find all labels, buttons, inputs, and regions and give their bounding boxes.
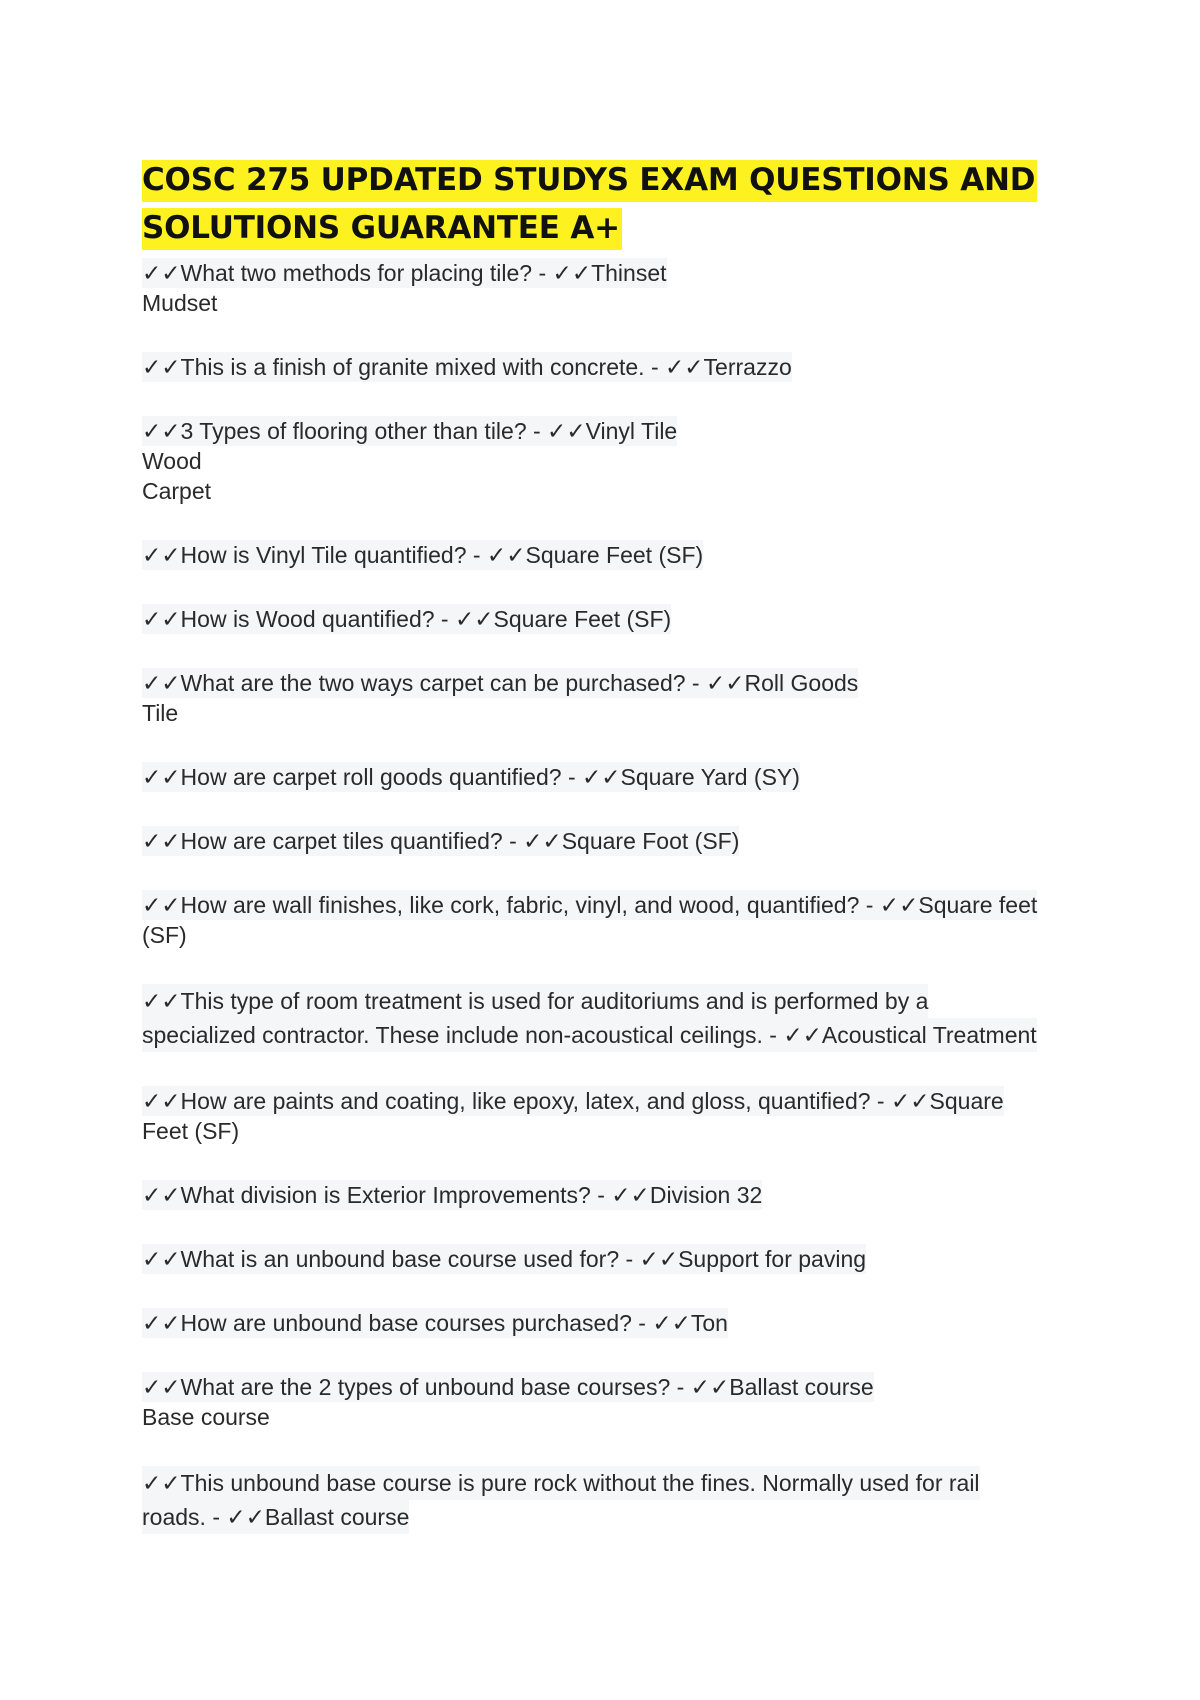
qa-item-7 bbox=[142, 762, 1072, 792]
qa-line: Feet (SF) bbox=[142, 1118, 240, 1144]
qa-line: ✓✓This type of room treatment is used for auditoriums and is performed by a bbox=[142, 984, 928, 1018]
qa-line: ✓✓How are unbound base courses purchased? - ✓✓Ton bbox=[142, 1310, 728, 1336]
qa-item-5 bbox=[142, 604, 1072, 634]
title-line-1: COSC 275 UPDATED STUDYS EXAM QUESTIONS AND bbox=[142, 160, 1037, 202]
qa-line: ✓✓This is a finish of granite mixed with concrete. - ✓✓Terrazzo bbox=[142, 354, 792, 380]
qa-line: ✓✓How is Vinyl Tile quantified? - ✓✓Square Feet (SF) bbox=[142, 542, 704, 568]
qa-line: ✓✓3 Types of flooring other than tile? - ✓✓Vinyl Tile bbox=[142, 418, 678, 444]
qa-line: ✓✓What is an unbound base course used for? - ✓✓Support for paving bbox=[142, 1246, 867, 1272]
qa-line: Carpet bbox=[142, 478, 212, 504]
qa-item-16 bbox=[142, 1466, 1072, 1534]
qa-line: ✓✓How are carpet roll goods quantified? - ✓✓Square Yard (SY) bbox=[142, 764, 800, 790]
qa-item-3 bbox=[142, 416, 1072, 506]
qa-line: ✓✓This unbound base course is pure rock without the fines. Normally used for rail bbox=[142, 1466, 980, 1500]
qa-item-15 bbox=[142, 1372, 1072, 1432]
qa-line: ✓✓How are paints and coating, like epoxy, latex, and gloss, quantified? - ✓✓Square bbox=[142, 1088, 1004, 1114]
qa-item-6 bbox=[142, 668, 1072, 728]
qa-line: ✓✓How are wall finishes, like cork, fabric, vinyl, and wood, quantified? - ✓✓Square feet bbox=[142, 892, 1038, 918]
qa-line: Mudset bbox=[142, 290, 218, 316]
qa-item-13 bbox=[142, 1244, 1072, 1274]
qa-item-4 bbox=[142, 540, 1072, 570]
qa-line: ✓✓What two methods for placing tile? - ✓✓Thinset bbox=[142, 260, 667, 286]
qa-item-2 bbox=[142, 352, 1072, 382]
qa-item-9 bbox=[142, 890, 1072, 950]
qa-line: specialized contractor. These include non-acoustical ceilings. - ✓✓Acoustical Treatment bbox=[142, 1018, 1037, 1052]
qa-item-12 bbox=[142, 1180, 1072, 1210]
qa-line: Base course bbox=[142, 1404, 270, 1430]
title-line-2: SOLUTIONS GUARANTEE A+ bbox=[142, 208, 622, 250]
qa-item-8 bbox=[142, 826, 1072, 856]
qa-item-1 bbox=[142, 258, 1072, 318]
qa-item-10 bbox=[142, 984, 1072, 1052]
qa-line: ✓✓What are the two ways carpet can be purchased? - ✓✓Roll Goods bbox=[142, 670, 859, 696]
qa-line: Tile bbox=[142, 700, 179, 726]
qa-line: ✓✓How is Wood quantified? - ✓✓Square Feet (SF) bbox=[142, 606, 672, 632]
qa-line: ✓✓What division is Exterior Improvements? - ✓✓Division 32 bbox=[142, 1182, 763, 1208]
qa-item-11 bbox=[142, 1086, 1072, 1146]
qa-line: Wood bbox=[142, 448, 202, 474]
document-page bbox=[142, 156, 1072, 1568]
qa-item-14 bbox=[142, 1308, 1072, 1338]
document-title bbox=[142, 156, 1072, 252]
qa-line: (SF) bbox=[142, 922, 187, 948]
qa-line: ✓✓How are carpet tiles quantified? - ✓✓Square Foot (SF) bbox=[142, 828, 740, 854]
qa-line: ✓✓What are the 2 types of unbound base courses? - ✓✓Ballast course bbox=[142, 1374, 874, 1400]
qa-line: roads. - ✓✓Ballast course bbox=[142, 1500, 409, 1534]
